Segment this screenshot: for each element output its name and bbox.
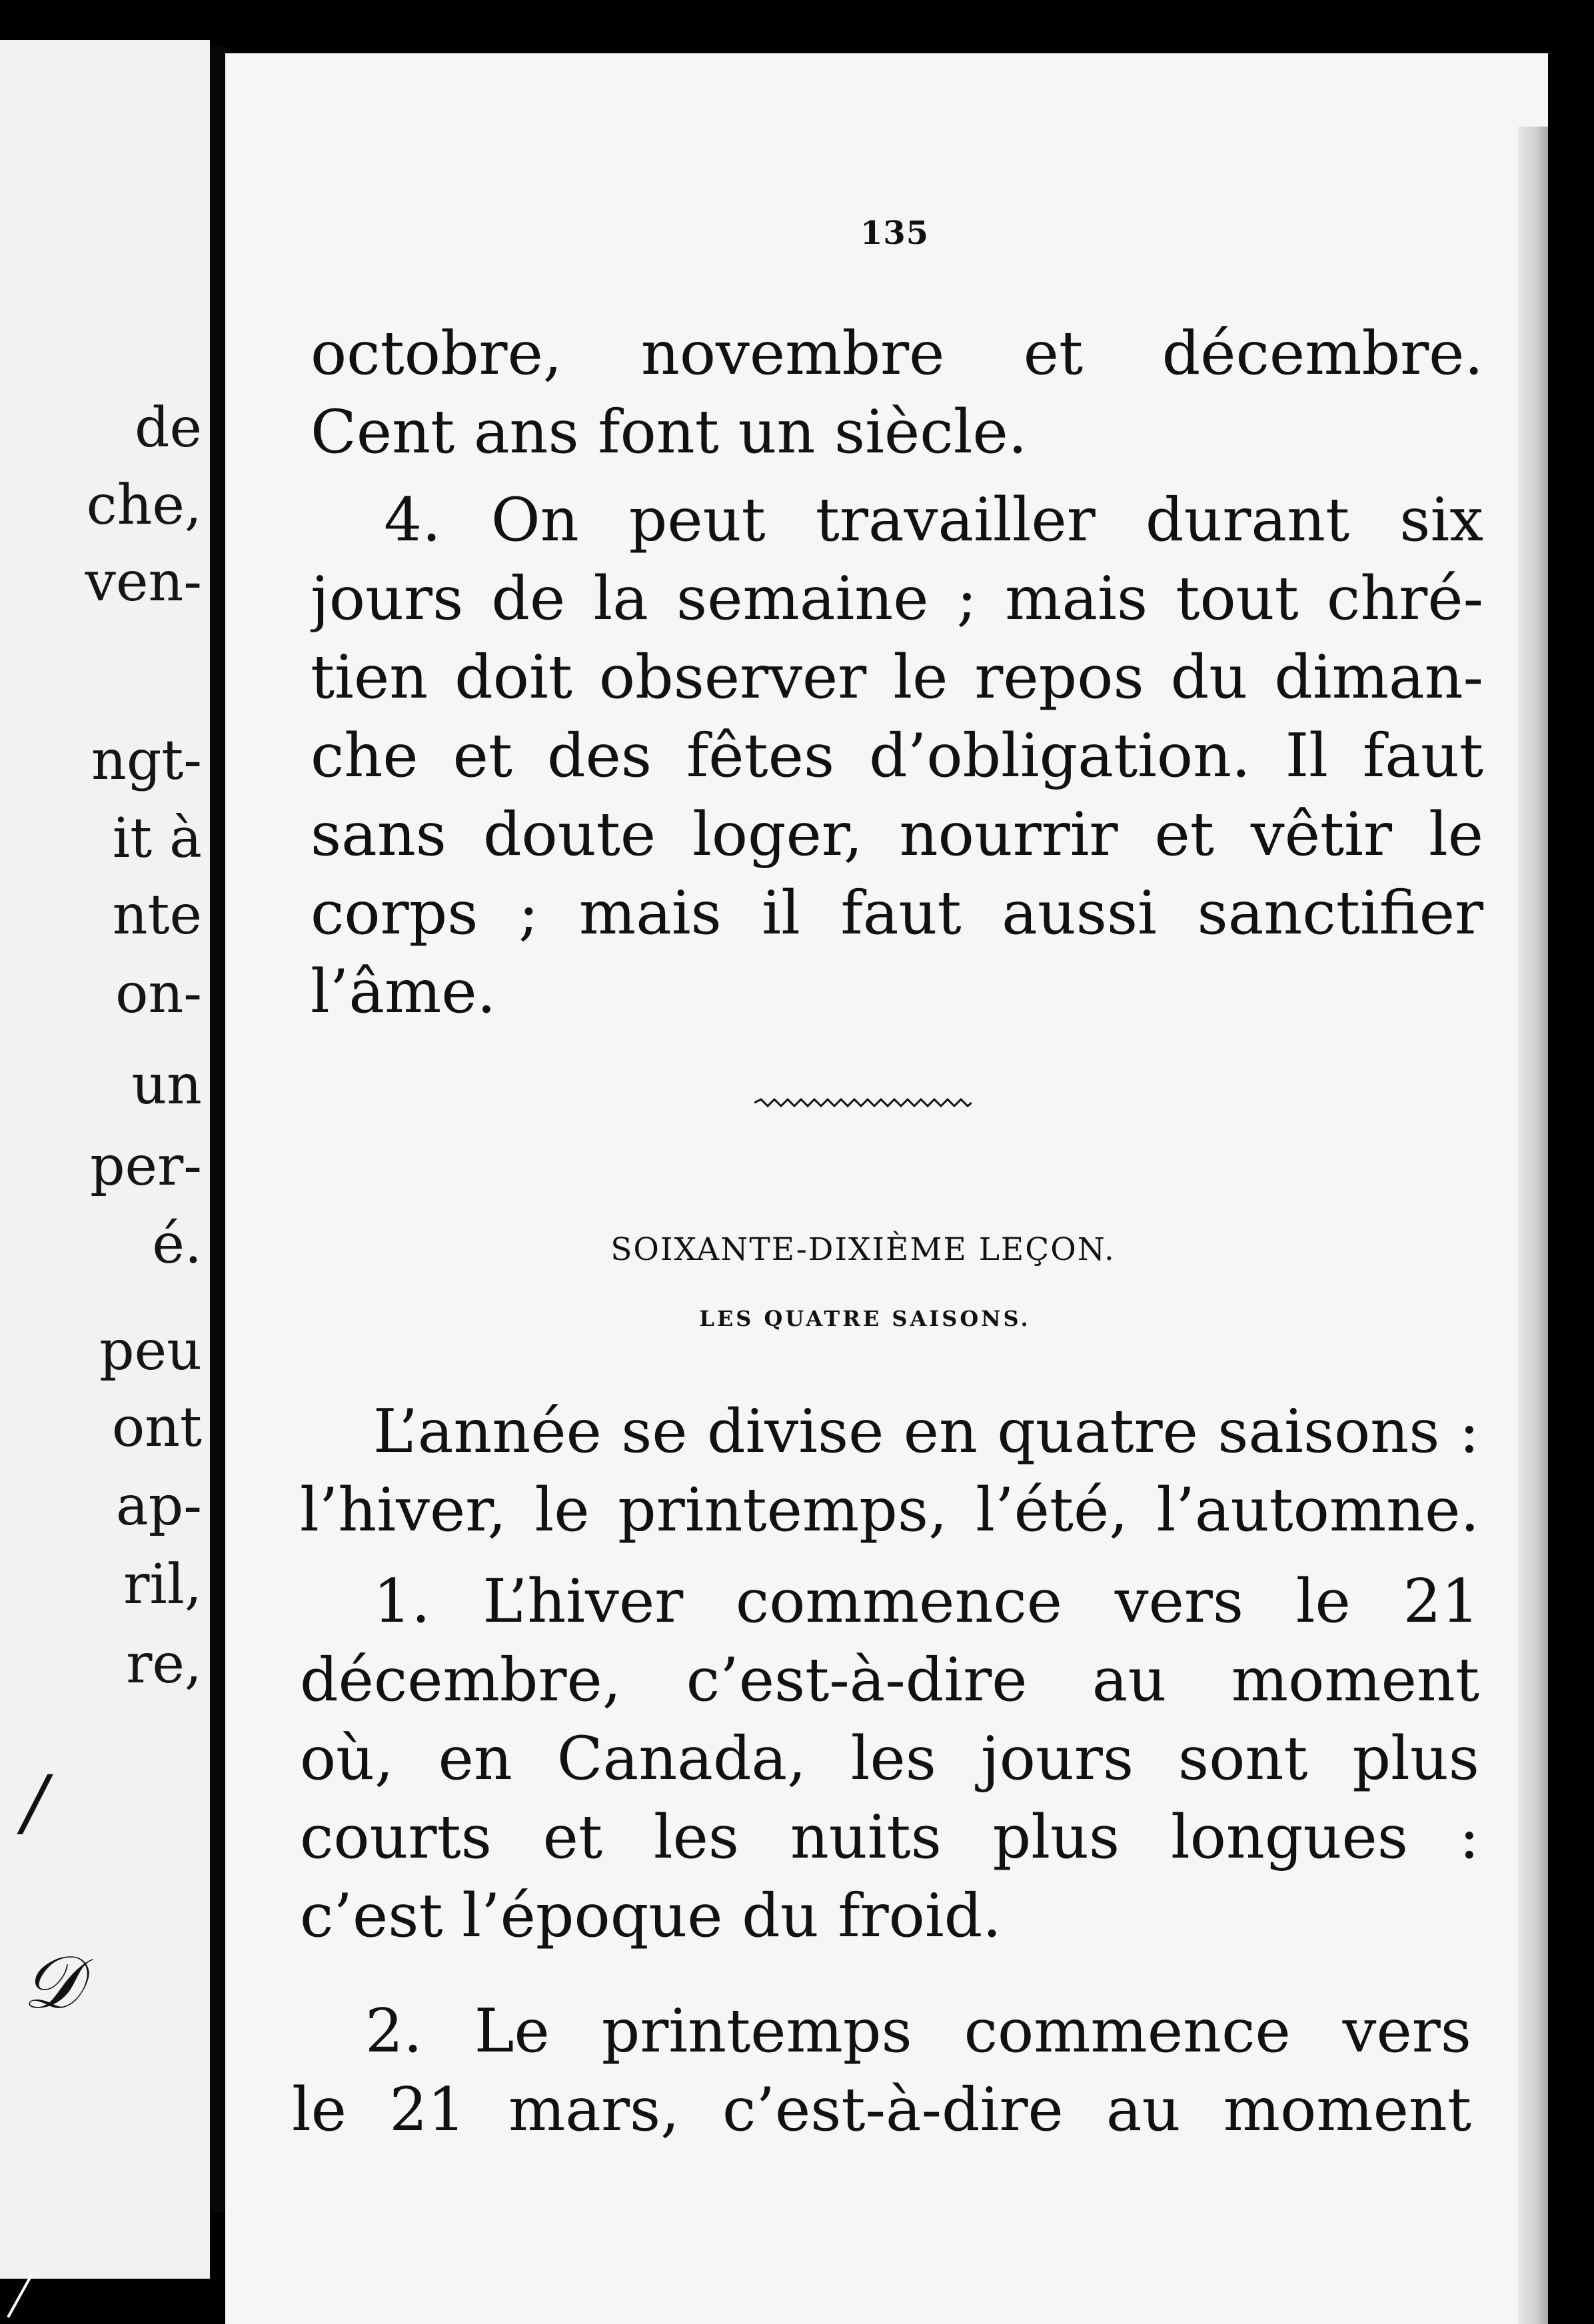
left-text-fragment: ven- <box>85 550 202 614</box>
text-line: corps ; mais il faut aussi sanctifier <box>311 878 1483 948</box>
ink-flourish-icon: / <box>23 1760 48 1845</box>
left-text-fragment: nte <box>112 883 202 947</box>
text-line: courts et les nuits plus longues : <box>300 1802 1479 1872</box>
text-line: 2. Le printemps commence vers <box>365 1996 1471 2066</box>
text-line: che et des fêtes d’obligation. Il faut <box>311 721 1483 791</box>
paragraph-four <box>311 481 1483 1031</box>
text-line: où, en Canada, les jours sont plus <box>300 1724 1479 1794</box>
left-text-fragment: ril, <box>123 1553 202 1616</box>
left-text-fragment: de <box>134 396 202 460</box>
text-line: tien doit observer le repos du diman- <box>311 642 1483 712</box>
left-text-fragment: re, <box>126 1632 202 1696</box>
left-text-fragment: ont <box>111 1396 202 1459</box>
left-page-fragment <box>0 40 210 2279</box>
text-line: jours de la semaine ; mais tout chré- <box>311 564 1483 634</box>
left-text-fragment: ap- <box>115 1474 202 1538</box>
text-line: octobre, novembre et décembre. <box>311 318 1483 388</box>
text-line: c’est l’époque du froid. <box>300 1881 1002 1951</box>
left-text-fragment: é. <box>152 1213 202 1276</box>
left-text-fragment: che, <box>86 474 202 537</box>
left-text-fragment: ngt- <box>91 729 202 792</box>
text-line: sans doute loger, nourrir et vêtir le <box>311 800 1483 870</box>
text-line: l’hiver, le printemps, l’été, l’automne. <box>300 1475 1479 1545</box>
right-page <box>225 53 1548 2324</box>
ink-monogram-icon: 𝒟 <box>23 1940 81 2025</box>
page-number: 135 <box>860 215 930 252</box>
page-edge-shadow <box>1518 127 1548 2324</box>
left-text-fragment: on- <box>115 962 202 1025</box>
book-gutter <box>210 47 225 2212</box>
lesson-intro <box>300 1393 1479 1550</box>
continued-paragraph <box>311 314 1483 472</box>
text-line: le 21 mars, c’est-à-dire au moment <box>292 2075 1471 2145</box>
scan-mark-icon <box>0 2244 107 2324</box>
left-text-fragment: per- <box>90 1135 202 1198</box>
text-line: 1. L’hiver commence vers le 21 <box>373 1566 1479 1636</box>
paragraph-one <box>300 1562 1479 1956</box>
text-line: décembre, c’est-à-dire au moment <box>300 1645 1479 1715</box>
text-line: l’âme. <box>311 957 496 1027</box>
text-line: 4. On peut travailler durant six <box>384 485 1483 555</box>
left-text-fragment: un <box>131 1053 202 1117</box>
text-line: Cent ans font un siècle. <box>311 397 1028 467</box>
lesson-heading: SOIXANTE-DIXIÈME LEÇON. <box>610 1231 1116 1268</box>
text-line: L’année se divise en quatre saisons : <box>373 1397 1479 1466</box>
left-text-fragment: it à <box>112 807 202 870</box>
decorative-wavy-rule <box>754 1097 972 1109</box>
left-text-fragment: peu <box>99 1319 202 1383</box>
lesson-subheading: LES QUATRE SAISONS. <box>699 1306 1031 1331</box>
paragraph-two <box>292 1992 1471 2149</box>
